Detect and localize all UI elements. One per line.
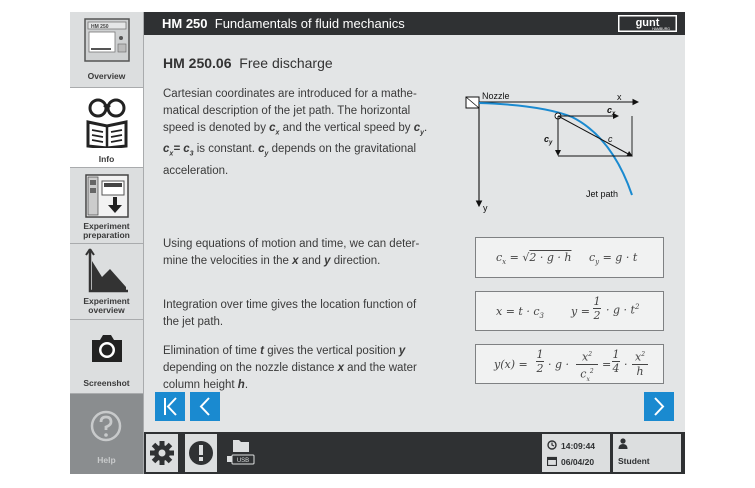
- sidebar-item-help[interactable]: [70, 394, 143, 474]
- formula-vertical-position: y(x) = 1 2 · g · $x^2$ $c_x^2$ = 1 4 · $x^2$ h: [475, 344, 664, 384]
- sidebar-item-info[interactable]: [70, 88, 143, 168]
- header-bar: [144, 12, 685, 35]
- camera-icon: [90, 332, 124, 364]
- sidebar-label-experiment-preparation: Experiment preparation: [83, 221, 130, 240]
- p1-line-5: acceleration.: [163, 164, 229, 177]
- chevron-right-icon: [644, 392, 674, 421]
- svg-text:gunt: gunt: [635, 17, 660, 29]
- exclamation-icon: [185, 434, 217, 472]
- svg-text:y: y: [483, 203, 488, 213]
- header-code: HM 250: [162, 16, 208, 31]
- sidebar-label-experiment-overview: Experiment overview: [83, 296, 130, 315]
- gunt-logo: [618, 15, 677, 32]
- usb-folder-icon: [223, 434, 259, 472]
- skip-to-start-icon: [155, 392, 185, 421]
- gear-icon: [146, 434, 178, 472]
- page-title: [163, 55, 333, 71]
- calendar-icon: [547, 456, 557, 466]
- svg-text:HAMBURG: HAMBURG: [652, 27, 670, 31]
- user-name: Student: [618, 456, 650, 466]
- date-display: 06/04/20: [561, 457, 595, 467]
- info-reading-icon: [84, 98, 130, 148]
- paragraph-coordinates: [163, 86, 427, 180]
- p1-line-2: matical description of the jet path. The horizontal: [163, 105, 411, 117]
- p2-line-2: mine the velocities in the x and y direction.: [163, 255, 381, 267]
- chart-graph-icon: [84, 247, 130, 295]
- next-page-button[interactable]: [644, 392, 674, 421]
- sidebar-item-experiment-overview[interactable]: [70, 244, 143, 320]
- date-time-display: [542, 434, 610, 472]
- p4-line-1: Elimination of time t gives the vertical position y: [163, 345, 406, 357]
- paragraph-elimination: [163, 343, 417, 394]
- overview-device-icon: [84, 18, 130, 62]
- main-content: [144, 35, 685, 432]
- footer-bar: [144, 432, 685, 474]
- first-page-button[interactable]: [155, 392, 185, 421]
- p3-line-1: Integration over time gives the location function of: [163, 299, 417, 311]
- p4-line-3: column height h.: [163, 379, 249, 391]
- page-title-text: Free discharge: [239, 55, 333, 71]
- formula-location: $x = t \cdot c_3$ y = 1 2 · $g \cdot t^2$: [475, 291, 664, 331]
- svg-text:c: c: [608, 134, 613, 144]
- experiment-preparation-icon: [84, 173, 130, 219]
- sidebar-label-overview: Overview: [87, 71, 126, 81]
- paragraph-location: [163, 297, 416, 331]
- p3-line-2: the jet path.: [163, 316, 224, 328]
- time-display: 14:09:44: [561, 441, 596, 451]
- sidebar-label-screenshot: Screenshot: [83, 378, 130, 388]
- paragraph-velocities: [163, 236, 419, 270]
- sidebar-item-experiment-preparation[interactable]: [70, 168, 143, 244]
- svg-text:Nozzle: Nozzle: [482, 91, 510, 101]
- user-icon: [618, 438, 628, 449]
- usb-export-button[interactable]: [223, 434, 259, 472]
- header-title-text: Fundamentals of fluid mechanics: [214, 16, 405, 31]
- p1-line-4: $c_x= c_3$ is constant. $c_y$ depends on the gravitational: [163, 143, 417, 158]
- user-display[interactable]: [613, 434, 681, 472]
- svg-text:HM 250: HM 250: [91, 24, 109, 30]
- previous-page-button[interactable]: [190, 392, 220, 421]
- sidebar-label-help: Help: [97, 455, 116, 465]
- svg-text:cy: $c_y$: [544, 134, 553, 146]
- p2-line-1: Using equations of motion and time, we can deter-: [163, 238, 420, 250]
- sidebar-item-overview[interactable]: [70, 12, 143, 88]
- header-title: [162, 16, 405, 31]
- settings-button[interactable]: [146, 434, 178, 472]
- jet-path-diagram: [462, 90, 662, 215]
- sidebar-label-info: Info: [98, 154, 115, 164]
- sidebar: [70, 12, 144, 474]
- clock-icon: [547, 440, 557, 450]
- svg-text:cx: $c_x$: [607, 105, 616, 117]
- app-window: [70, 12, 685, 474]
- p1-line-1: Cartesian coordinates are introduced for a mathe-: [163, 88, 417, 100]
- svg-text:Jet path: Jet path: [586, 189, 619, 199]
- svg-text:USB: USB: [236, 458, 250, 464]
- p1-line-3: speed is denoted by $c_x$ and the vertical speed by $c_y$.: [163, 122, 428, 137]
- help-question-icon: [90, 410, 122, 442]
- alert-button[interactable]: [185, 434, 217, 472]
- sidebar-item-screenshot[interactable]: [70, 320, 143, 394]
- svg-text:x: x: [617, 92, 622, 102]
- formula-velocities: $c_x = √2 \cdot g \cdot h$ $c_y = g \cdot t$: [475, 237, 664, 278]
- chevron-left-icon: [190, 392, 220, 421]
- page-code: HM 250.06: [163, 55, 232, 71]
- p4-line-2: depending on the nozzle distance x and the water: [163, 362, 417, 374]
